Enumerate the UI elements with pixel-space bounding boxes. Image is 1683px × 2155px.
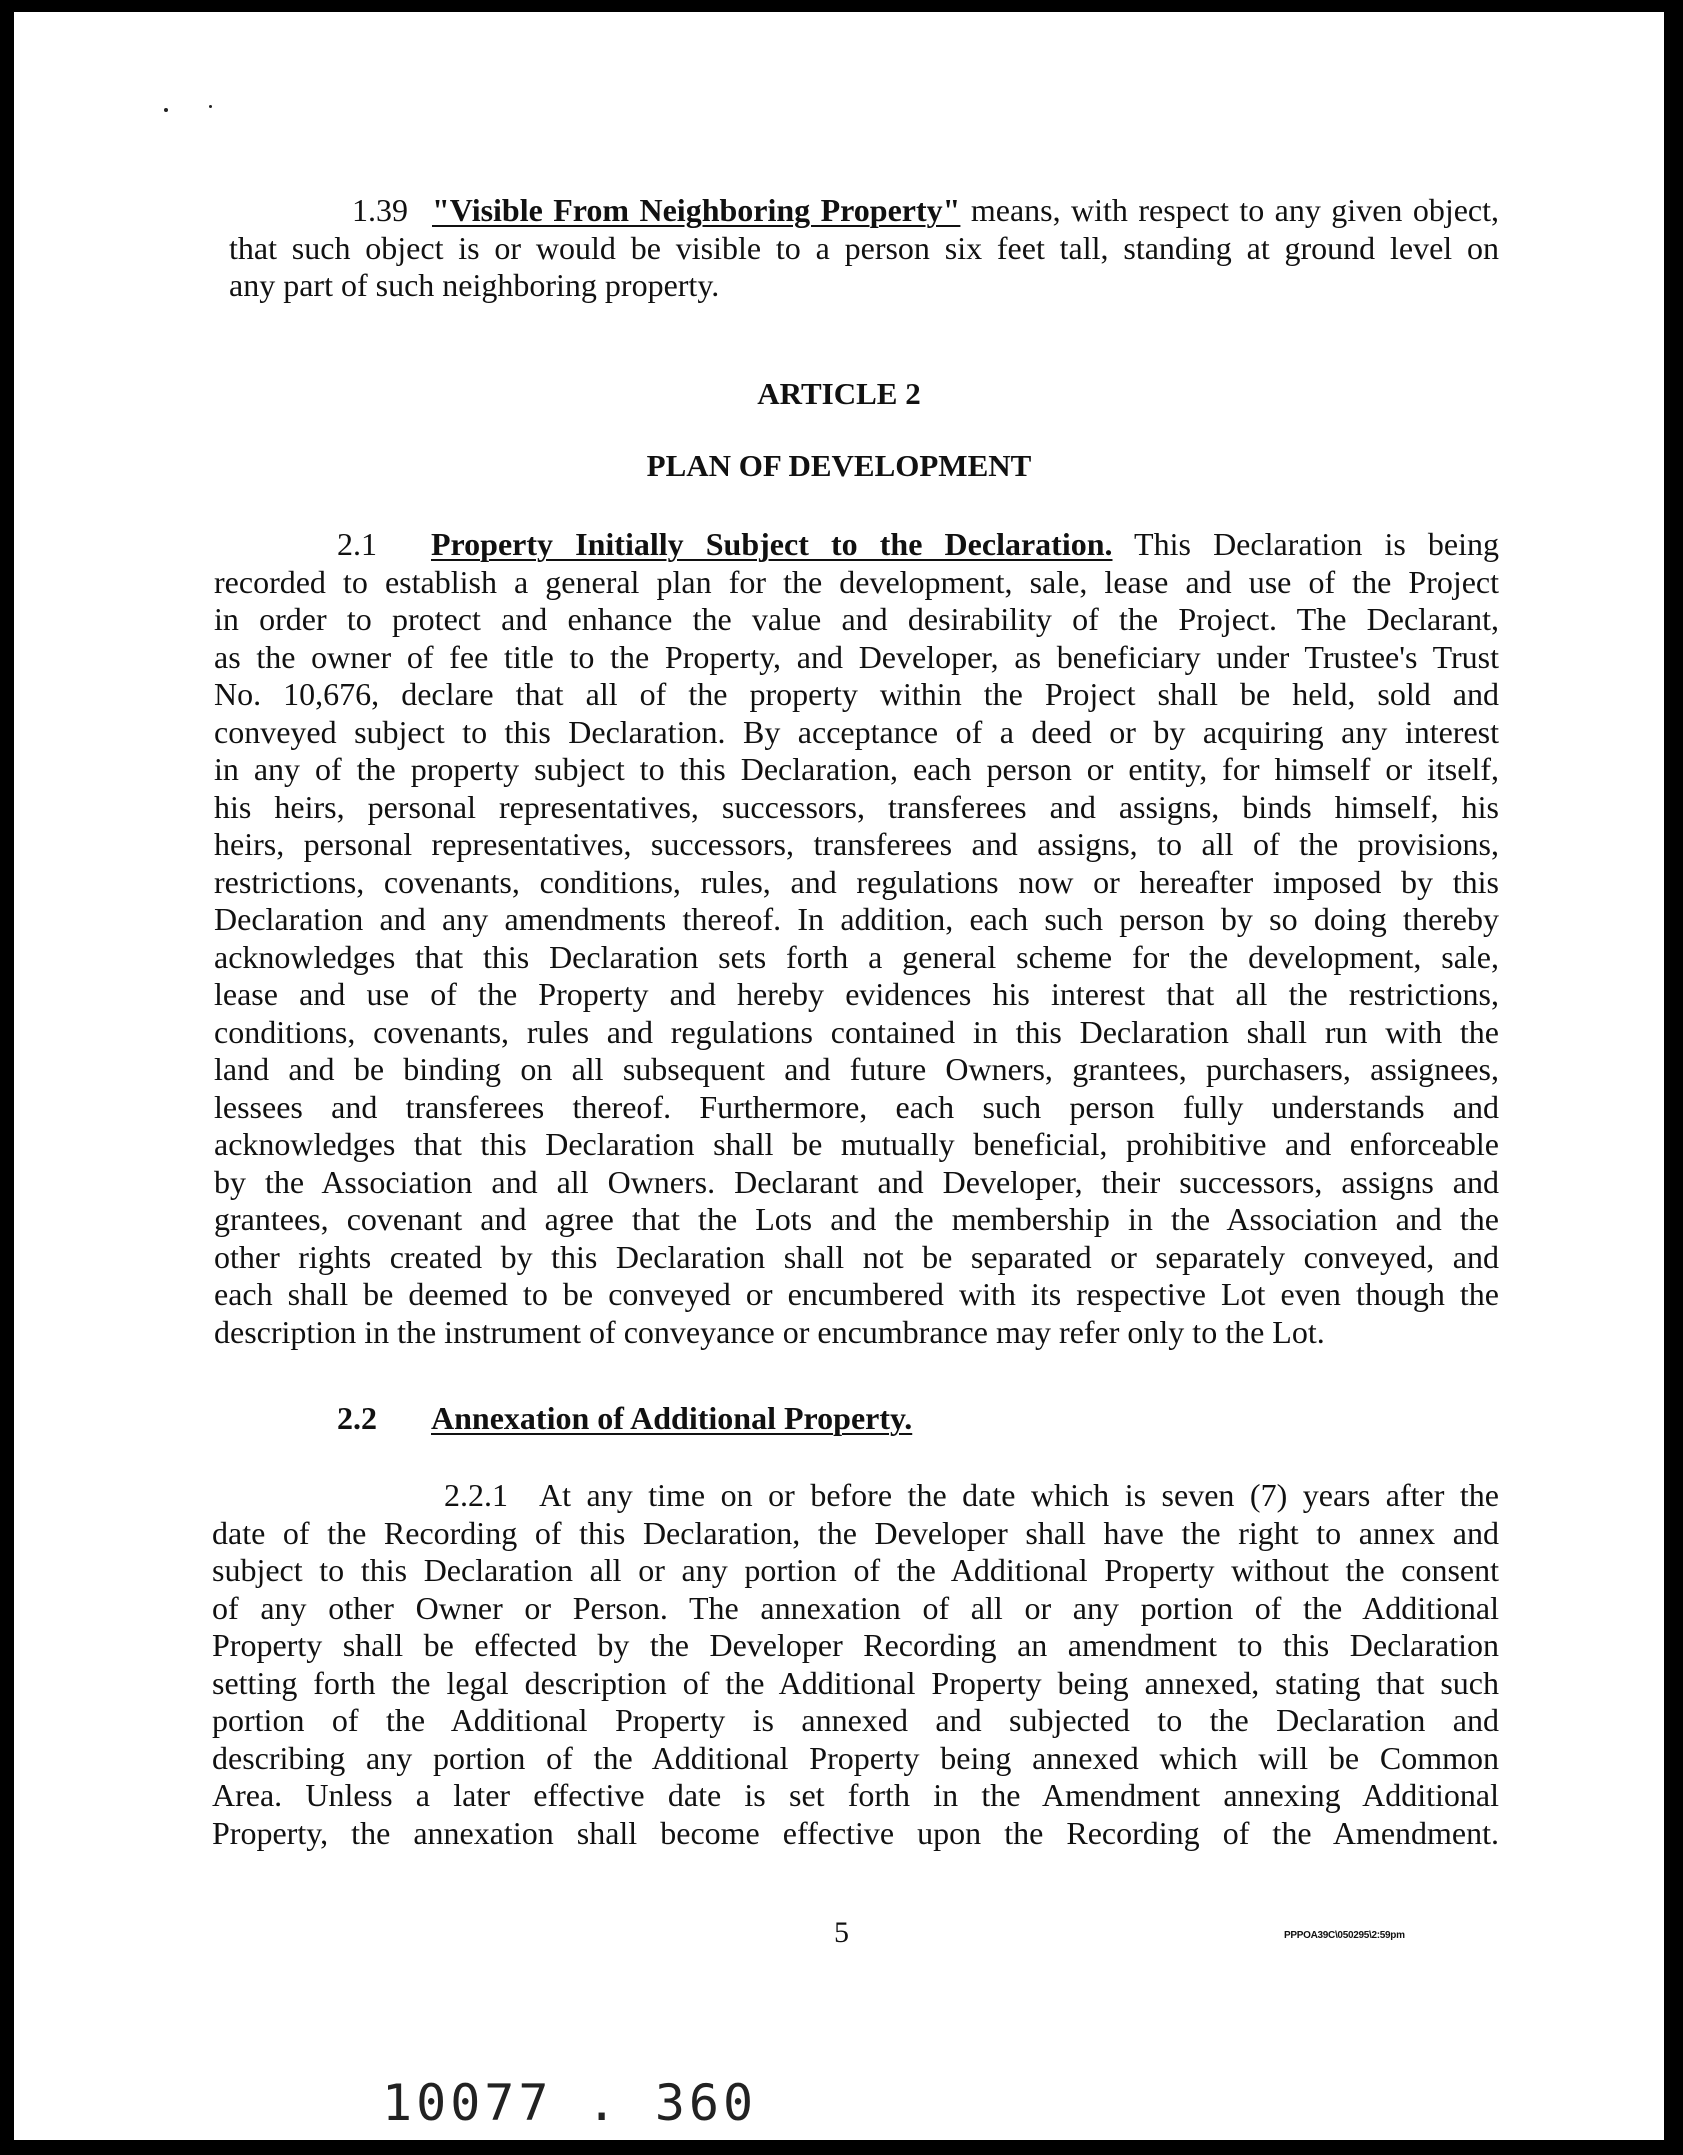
section-2-1-text: This Declaration is being: [1134, 526, 1499, 562]
body-line: subject to this Declaration all or any portion of the Additional Property without the consent: [212, 1552, 1499, 1588]
body-line: Area. Unless a later effective date is set forth in the Amendment annexing Additional: [212, 1777, 1499, 1813]
body-line: each shall be deemed to be conveyed or encumbered with its respective Lot even though the: [214, 1276, 1499, 1312]
body-line: heirs, personal representatives, successors, transferees and assigns, to all of the provisions,: [214, 826, 1499, 862]
section-2-2-1-first-line: [212, 1477, 1499, 1515]
handwritten-number: 10077 . 360: [382, 2074, 758, 2132]
body-line: land and be binding on all subsequent and future Owners, grantees, purchasers, assignees,: [214, 1051, 1499, 1087]
body-line: No. 10,676, declare that all of the property within the Project shall be held, sold and: [214, 676, 1499, 712]
document-page: [14, 12, 1664, 2140]
section-2-1-first-line: [214, 526, 1499, 564]
section-1-39-text: means, with respect to any given object,: [970, 192, 1500, 228]
body-line: of any other Owner or Person. The annexation of all or any portion of the Additional: [212, 1589, 1499, 1626]
body-line: setting forth the legal description of the Additional Property being annexed, stating that such: [212, 1664, 1499, 1701]
body-line: portion of the Additional Property is annexed and subjected to the Declaration and: [212, 1702, 1499, 1738]
page-number: 5: [834, 1916, 849, 1949]
section-2-1: [214, 526, 1499, 1351]
body-line: as the owner of fee title to the Property, and Developer, as beneficiary under Trustee's Trust: [214, 638, 1499, 675]
body-line: lease and use of the Property and hereby evidences his interest that all the restrictions,: [214, 976, 1499, 1012]
section-2-2-1-text: At any time on or before the date which is seven (7) years after the: [539, 1477, 1499, 1513]
section-2-2-1-number: 2.2.1: [444, 1477, 508, 1513]
body-line: his heirs, personal representatives, successors, transferees and assigns, binds himself, his: [214, 788, 1499, 825]
article-title: ARTICLE 2: [757, 376, 921, 411]
section-1-39-line-1: [229, 192, 1499, 230]
body-line: description in the instrument of conveyance or encumbrance may refer only to the Lot.: [214, 1313, 1325, 1350]
section-1-39-term: "Visible From Neighboring Property": [432, 192, 961, 228]
scan-speck: [209, 105, 212, 108]
body-line: by the Association and all Owners. Declarant and Developer, their successors, assigns and: [214, 1163, 1499, 1200]
body-line: conditions, covenants, rules and regulations contained in this Declaration shall run with the: [214, 1013, 1499, 1050]
document-code: PPPOA39C\050295\2:59pm: [1284, 1930, 1405, 1941]
section-1-39-number: 1.39: [352, 192, 408, 228]
body-line: acknowledges that this Declaration shall be mutually beneficial, prohibitive and enforceable: [214, 1126, 1499, 1162]
section-2-2-1: [212, 1477, 1499, 1852]
body-line: describing any portion of the Additional Property being annexed which will be Common: [212, 1739, 1499, 1776]
body-line: Property shall be effected by the Developer Recording an amendment to this Declaration: [212, 1627, 1499, 1663]
body-line: restrictions, covenants, conditions, rules, and regulations now or hereafter imposed by this: [214, 863, 1499, 900]
section-2-2-heading: Annexation of Additional Property.: [431, 1400, 913, 1436]
section-1-39-line-2: that such object is or would be visible to a person six feet tall, standing at ground level on: [229, 229, 1499, 266]
body-line: conveyed subject to this Declaration. By acceptance of a deed or by acquiring any interest: [214, 713, 1499, 750]
body-line: recorded to establish a general plan for the development, sale, lease and use of the Project: [214, 563, 1499, 600]
article-subtitle: PLAN OF DEVELOPMENT: [646, 448, 1032, 483]
body-line: Declaration and any amendments thereof. In addition, each such person by so doing thereby: [214, 901, 1499, 937]
scan-speck: [164, 108, 168, 112]
body-line: in order to protect and enhance the value and desirability of the Project. The Declarant,: [214, 601, 1499, 637]
section-2-1-heading: Property Initially Subject to the Declaration.: [431, 526, 1113, 562]
body-line: date of the Recording of this Declaration, the Developer shall have the right to annex and: [212, 1514, 1499, 1551]
section-2-2-number: 2.2: [337, 1400, 377, 1436]
body-line: Property, the annexation shall become effective upon the Recording of the Amendment.: [212, 1814, 1499, 1851]
body-line: lessees and transferees thereof. Furthermore, each such person fully understands and: [214, 1088, 1499, 1125]
section-1-39-line-3: any part of such neighboring property.: [229, 267, 720, 303]
section-2-2: [337, 1400, 1437, 1438]
section-1-39: [229, 192, 1499, 305]
body-line: grantees, covenant and agree that the Lots and the membership in the Association and the: [214, 1201, 1499, 1237]
body-line: acknowledges that this Declaration sets forth a general scheme for the development, sale,: [214, 938, 1499, 975]
section-2-1-number: 2.1: [337, 526, 377, 562]
body-line: other rights created by this Declaration shall not be separated or separately conveyed, and: [214, 1238, 1499, 1275]
body-line: in any of the property subject to this Declaration, each person or entity, for himself or itself,: [214, 751, 1499, 787]
